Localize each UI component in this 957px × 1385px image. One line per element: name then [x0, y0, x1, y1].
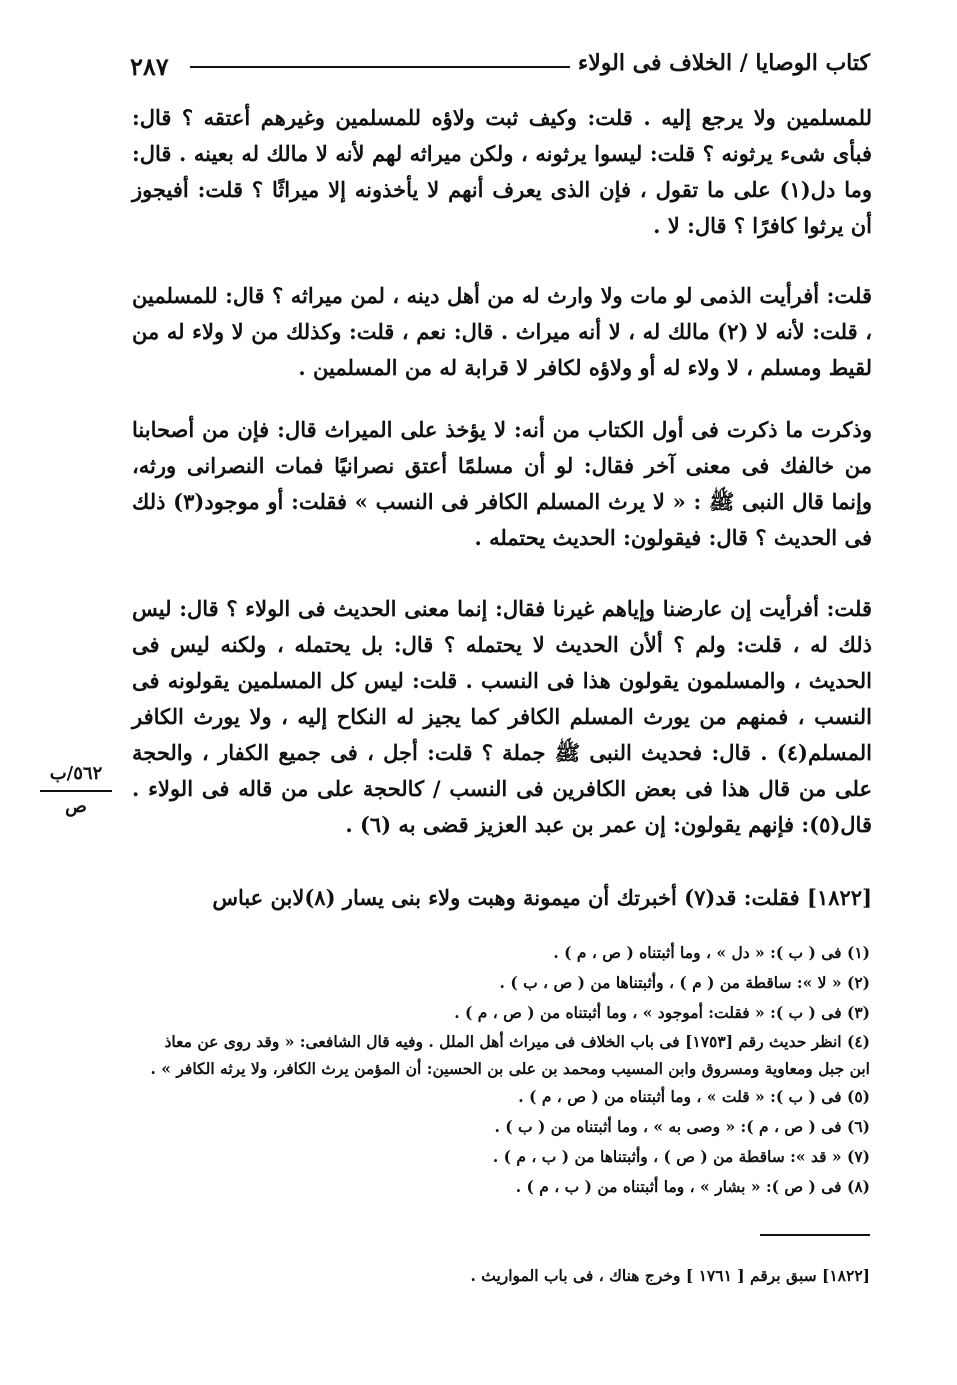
hadith-reference-note: [١٨٢٢] سبق برقم [ ١٧٦١ ] وخرج هناك ، فى باب المواريث . — [470, 1265, 870, 1285]
folio-reference: ٥٦٢/ب — [49, 763, 103, 784]
margin-rule — [40, 790, 112, 792]
footnote-divider — [760, 1234, 870, 1236]
footnote-8: (٨) فى ( ص ): « بشار » ، وما أثبتناه من ( ب ، م ) . — [515, 1177, 870, 1196]
paragraph-4: قلت: أفرأيت إن عارضنا وإياهم غيرنا فقال: إنما معنى الحديث فى الولاء ؟ قال: ليس ذلك له ، قلت: ولم ؟ ألأن الحديث لا يحتمله ؟ قال: بل يحتمله ، ولكنه ليس فى الحديث ، والمسلمون يقولون هذا فى النسب . قلت: ليس كل المسلمين يقولونه فى النسب ، فمنهم من يورث المسلم الكافر كما يجيز له النكاح إليه ، ولا يورث الكافر المسلم(٤) . قال: فحديث النبى ﷺ جملة ؟ قلت: أجل ، فى جميع الكفار ، والحجة على من قال هذا فى بعض الكافرين فى النسب / كالحجة على من قاله فى الولاء . قال(٥): فإنهم يقولون: إن عمر بن عبد العزيز قضى به (٦) . — [132, 596, 872, 837]
footnote-2: (٢) « لا »: ساقطة من ( م ) ، وأثبتناها من ( ص ، ب ) . — [499, 973, 870, 992]
footnotes — [140, 938, 870, 1202]
paragraph-3: وذكرت ما ذكرت فى أول الكتاب من أنه: لا يؤخذ على الميراث قال: فإن من أصحابنا من خالفك فى معنى آخر فقال: لو أن مسلمًا أعتق نصرانيًا فمات النصرانى ورثه، وإنما قال النبى ﷺ : « لا يرث المسلم الكافر فى النسب » فقلت: أو موجود(٣) ذلك فى الحديث ؟ قال: فيقولون: الحديث يحتمله . — [132, 417, 872, 550]
footnote-7: (٧) « قد »: ساقطة من ( ص ) ، وأثبتناها من ( ب ، م ) . — [492, 1147, 870, 1166]
footnote-4: (٤) انظر حديث رقم [١٧٥٣] فى باب الخلاف فى ميراث أهل الملل . وفيه قال الشافعى: « وقد روى عن معاذ ابن جبل ومعاوية ومسروق وابن المسيب ومحمد بن على بن الحسين: أن المؤمن يرث الكافر، ولا يرثه الكافر » . — [150, 1032, 870, 1078]
footnote-6: (٦) فى ( ص ، م ): « وصى به » ، وما أثبتناه من ( ب ) . — [494, 1117, 870, 1136]
page-number: ٢٨٧ — [130, 52, 169, 81]
paragraph-1: للمسلمين ولا يرجع إليه . قلت: وكيف ثبت ولاؤه للمسلمين وغيرهم أعتقه ؟ قال: فبأى شىء يرثونه ؟ قلت: ليسوا يرثونه ، ولكن ميراثه لهم لأنه لا مالك له بعينه . قال: وما دل(١) على ما تقول ، فإن الذى يعرف أنهم لا يأخذونه إلا ميراثًا ؟ قلت: أفيجوز أن يرثوا كافرًا ؟ قال: لا . — [132, 105, 872, 238]
manuscript-margin-reference — [40, 762, 112, 818]
paragraph-2: قلت: أفرأيت الذمى لو مات ولا وارث له من أهل دينه ، لمن ميراثه ؟ قال: للمسلمين ، قلت: لأنه لا (٢) مالك له ، لا أنه ميراث . قال: نعم ، قلت: وكذلك من لا ولاء له من لقيط ومسلم ، لا ولاء له أو ولاؤه لكافر لا قرابة له من المسلمين . — [132, 283, 872, 380]
footnote-1: (١) فى ( ب ): « دل » ، وما أثبتناه ( ص ، م ) . — [553, 943, 870, 962]
manuscript-siglum: ص — [65, 796, 87, 817]
footnote-5: (٥) فى ( ب ): « قلت » ، وما أثبتناه من ( ص ، م ) . — [518, 1087, 870, 1106]
header-rule — [190, 66, 570, 68]
chapter-title: كتاب الوصايا / الخلاف فى الولاء — [577, 50, 870, 76]
running-header — [130, 50, 870, 84]
footnote-3: (٣) فى ( ب ): « فقلت: أموجود » ، وما أثبتناه من ( ص ، م ) . — [454, 1003, 870, 1022]
paragraph-5: [١٨٢٢] فقلت: قد(٧) أخبرتك أن ميمونة وهبت ولاء بنى يسار (٨)لابن عباس — [212, 885, 872, 910]
